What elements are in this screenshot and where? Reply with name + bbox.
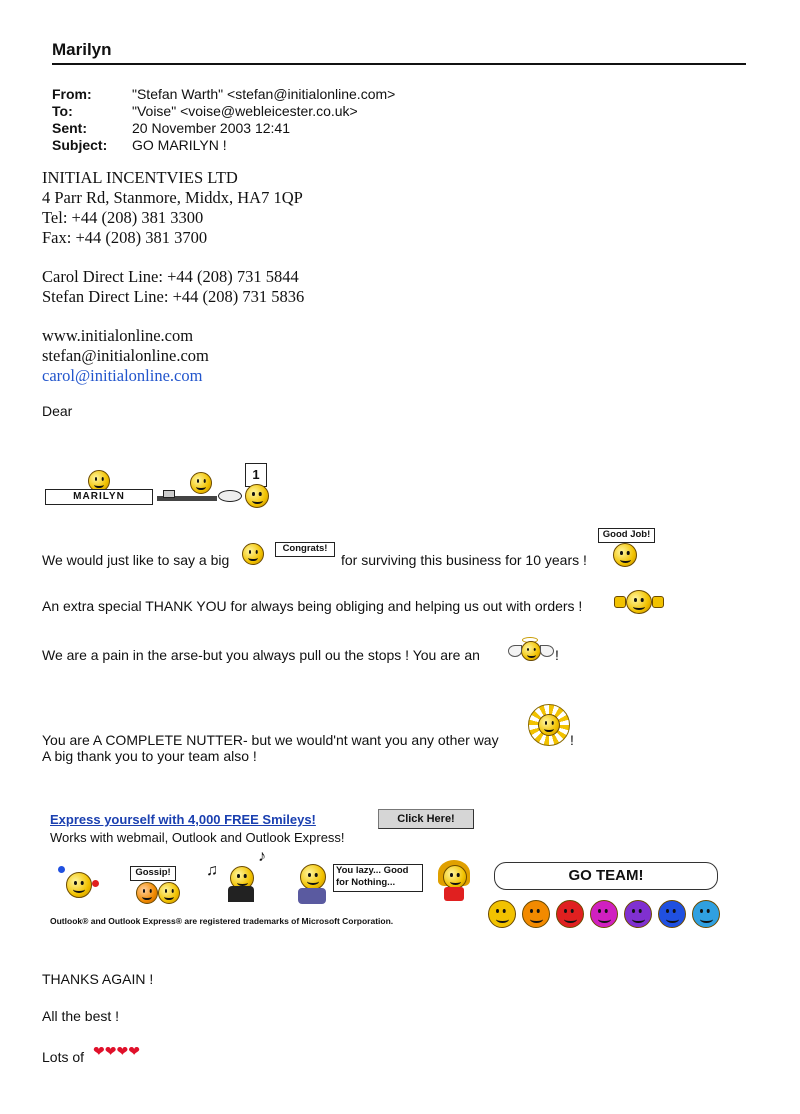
you-lazy-bubble: You lazy... Good for Nothing... [333,864,423,892]
gossip-bubble: Gossip! [130,866,176,881]
congrats-bubble: Congrats! [275,542,335,557]
music-note-icon: ♪ [258,848,266,865]
to-value: "Voise" <voise@webleicester.co.uk> [132,103,358,119]
closing-best: All the best ! [42,1008,120,1024]
message-line-5: A big thank you to your team also ! [42,748,257,764]
sent-value: 20 November 2003 12:41 [132,120,290,136]
juggling-smiley-icon [58,866,100,900]
smileys-ad-link[interactable]: Express yourself with 4,000 FREE Smileys! [50,812,316,827]
stefan-email: stefan@initialonline.com [42,346,209,365]
message-line-3b: ! [555,647,559,663]
marilyn-banner: MARILYN [45,489,153,505]
smiley-icon [190,472,210,492]
smiley-holding-sign-icon [245,484,267,506]
closing-lots-of: Lots of [42,1049,85,1065]
message-line-4a: You are A COMPLETE NUTTER- but we would'nt want you any other way [42,732,499,748]
subject-label: Subject: [52,137,108,153]
pointing-smiley-icon [296,864,328,906]
website: www.initialonline.com [42,326,194,345]
sent-label: Sent: [52,120,87,136]
turntable-icon [218,490,242,502]
header-divider [52,63,746,65]
message-line-3a: We are a pain in the arse-but you always pull ou the stops ! You are an [42,647,480,663]
stefan-direct-line: Stefan Direct Line: +44 (208) 731 5836 [42,287,305,306]
good-job-bubble: Good Job! [598,528,655,543]
company-name: INITIAL INCENTVIES LTD [42,168,238,187]
singing-smiley-icon [206,848,272,904]
company-address: 4 Parr Rd, Stanmore, Middx, HA7 1QP [42,188,303,207]
hearts-icon: ❤❤❤❤ [93,1043,140,1059]
message-line-4b: ! [570,732,574,748]
recipient-name: Marilyn [52,40,112,59]
smileys-ad-subtitle: Works with webmail, Outlook and Outlook Express! [50,830,345,845]
from-value: "Stefan Warth" <stefan@initialonline.com> [132,86,396,102]
from-label: From: [52,86,92,102]
closing-thanks: THANKS AGAIN ! [42,971,154,987]
sunflower-smiley-icon [528,704,568,744]
smiley-icon [613,543,635,565]
smiley-icon [242,543,262,563]
trademark-notice: Outlook® and Outlook Express® are registered trademarks of Microsoft Corporation. [50,916,394,926]
subject-value: GO MARILYN ! [132,137,227,153]
number-one-card: 1 [245,463,267,487]
smiley-icon [88,470,108,490]
angel-smiley-icon [508,637,552,659]
blonde-smiley-icon [436,860,472,902]
click-here-button[interactable]: Click Here! [378,809,474,829]
music-note-icon: ♫ [206,862,218,879]
message-line-1a: We would just like to say a big [42,552,230,568]
to-label: To: [52,103,73,119]
go-team-banner: GO TEAM! [494,862,718,890]
greeting: Dear [42,403,73,419]
team-smileys-icon [488,896,728,932]
thumbs-up-smiley-icon [614,588,662,614]
company-tel: Tel: +44 (208) 381 3300 [42,208,204,227]
carol-email-link[interactable]: carol@initialonline.com [42,366,203,385]
message-line-1b: for surviving this business for 10 years ! [341,552,587,568]
message-line-2: An extra special THANK YOU for always being obliging and helping us out with orders ! [42,598,583,614]
company-fax: Fax: +44 (208) 381 3700 [42,228,208,247]
gossip-smileys-icon [136,880,182,904]
carol-direct-line: Carol Direct Line: +44 (208) 731 5844 [42,267,299,286]
